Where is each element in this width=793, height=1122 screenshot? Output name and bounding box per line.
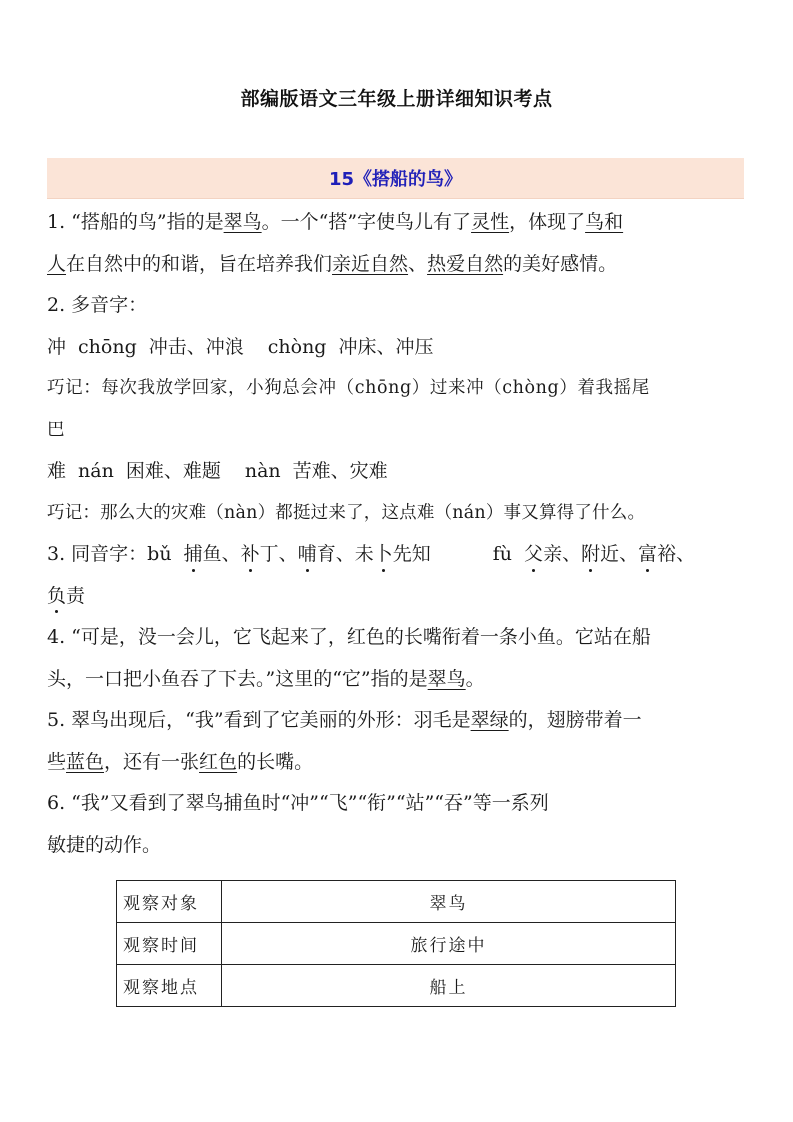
point-2-heading: 2. 多音字： (47, 294, 148, 316)
text: 的美好感情。 (503, 252, 618, 275)
text: 责 (66, 584, 86, 607)
answer-underlined: 红色 (199, 750, 238, 773)
dotted-char: 负 (47, 576, 66, 618)
text: 鱼 (202, 543, 222, 565)
mnemonic-chong-line-2: 巴 (47, 419, 66, 440)
pinyin: bǔ (147, 543, 172, 565)
text: 的长嘴。 (237, 750, 314, 773)
text: ，还有一张 (104, 750, 200, 773)
text: 1. “搭船的鸟”指的是 (47, 211, 224, 233)
dotted-char: 富 (638, 534, 657, 576)
answer-underlined: 鸟和 (585, 211, 624, 233)
section-header-band (47, 158, 744, 199)
text: 在自然中的和谐，旨在培养我们 (66, 252, 333, 275)
answer-underlined: 热爱自然 (427, 252, 504, 275)
point-1-line-2 (47, 244, 747, 286)
dotted-char: 附 (581, 534, 600, 576)
answer-underlined: 人 (47, 252, 67, 275)
polyphone-char: 冲 (47, 335, 67, 358)
separator: 、 (562, 543, 582, 565)
pinyin: chòng (267, 335, 327, 358)
example-words: 冲床、冲压 (338, 335, 434, 358)
text: 育 (316, 543, 336, 565)
polyphone-chong (47, 327, 747, 369)
example-words: 苦难、灾难 (292, 460, 388, 482)
row-label: 观察对象 (117, 881, 222, 923)
separator: 、 (335, 543, 355, 565)
table-row (117, 965, 676, 1007)
answer-underlined: 蓝色 (66, 750, 105, 773)
point-3-heading: 3. 同音字： (47, 543, 148, 565)
row-value: 旅行途中 (222, 923, 676, 965)
section-title: 15《搭船的鸟》 (328, 169, 463, 190)
separator: 、 (278, 543, 298, 565)
point-3-line-2 (47, 576, 747, 618)
point-5-line-1 (47, 700, 747, 742)
dotted-char: 补 (241, 534, 260, 576)
knowledge-points (47, 202, 747, 866)
point-3-line-1 (47, 534, 747, 576)
text: 些 (47, 750, 67, 773)
point-5-line-2 (47, 742, 747, 784)
pinyin: chōng (78, 335, 137, 358)
page-title: 部编版语文三年级上册详细知识考点 (240, 88, 553, 110)
separator: 、 (676, 543, 696, 565)
point-6-line-1: 6. “我”又看到了翠鸟捕鱼时“冲”“飞”“衔”“站”“吞”等一系列 (47, 792, 549, 814)
separator: 、 (619, 543, 639, 565)
dotted-char: 父 (524, 534, 543, 576)
text: 近 (600, 543, 620, 565)
row-value: 翠鸟 (222, 881, 676, 923)
text: 丁 (259, 543, 279, 565)
polyphone-char: 难 (47, 460, 67, 482)
dotted-char: 卜 (374, 534, 393, 576)
mnemonic-chong-line-1: 巧记：每次我放学回家，小狗总会冲（chōng）过来冲（chòng）着我摇尾 (47, 378, 650, 398)
text: 亲 (543, 543, 563, 565)
answer-underlined: 亲近自然 (332, 252, 409, 275)
polyphone-nan (47, 451, 747, 493)
text: 。一个“搭”字使鸟儿有了 (261, 211, 472, 233)
text: 裕 (657, 543, 677, 565)
text: ，体现了 (509, 211, 586, 233)
dotted-char: 哺 (298, 534, 317, 576)
table-row (117, 881, 676, 923)
observation-table (116, 880, 676, 1007)
row-value: 船上 (222, 965, 676, 1007)
text: 先知 (392, 543, 431, 565)
row-label: 观察地点 (117, 965, 222, 1007)
point-4-line-2 (47, 659, 747, 701)
answer-underlined: 翠绿 (470, 709, 509, 731)
text: 头，一口把小鱼吞了下去。”这里的“它”指的是 (47, 667, 428, 690)
pinyin: nán (78, 460, 114, 482)
text: 。 (465, 667, 485, 690)
text: 未 (354, 543, 374, 565)
pinyin: fù (492, 543, 513, 565)
row-label: 观察时间 (117, 923, 222, 965)
answer-underlined: 灵性 (471, 211, 510, 233)
example-words: 困难、难题 (125, 460, 221, 482)
mnemonic-nan: 巧记：那么大的灾难（nàn）都挺过来了，这点难（nán）事又算得了什么。 (47, 502, 646, 523)
text: 、 (408, 252, 428, 275)
answer-underlined: 翠鸟 (223, 211, 262, 233)
text: 5. 翠鸟出现后，“我”看到了它美丽的外形：羽毛是 (47, 709, 471, 731)
dotted-char: 捕 (184, 534, 203, 576)
point-4-line-1: 4. “可是，没一会儿，它飞起来了，红色的长嘴衔着一条小鱼。它站在船 (47, 626, 651, 648)
separator: 、 (221, 543, 241, 565)
answer-underlined: 翠鸟 (427, 667, 466, 690)
text: 的，翅膀带着一 (508, 709, 642, 731)
example-words: 冲击、冲浪 (148, 335, 244, 358)
table-row (117, 923, 676, 965)
pinyin: nàn (244, 460, 281, 482)
point-6-line-2: 敏捷的动作。 (47, 833, 162, 856)
point-1-line-1 (47, 202, 747, 244)
